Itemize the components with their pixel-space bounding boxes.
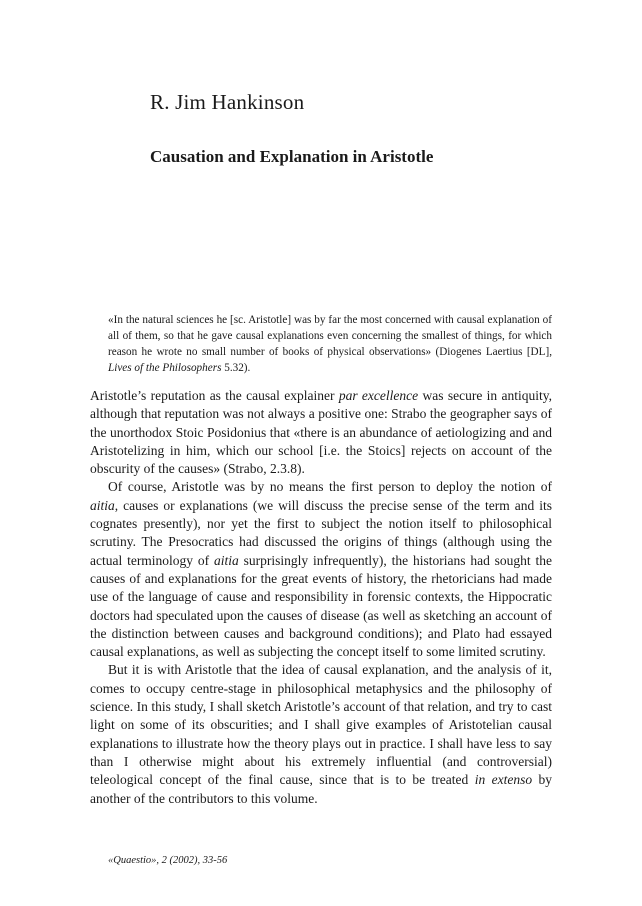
paragraph-1-emphasis: par excellence bbox=[338, 388, 419, 403]
paragraph-3-emphasis: in extenso bbox=[474, 772, 533, 788]
paragraph-2-text-a: Of course, Aristotle was by no means the first person to deploy the notion of bbox=[108, 479, 552, 495]
paragraph-2-emphasis-b: aitia bbox=[214, 552, 239, 568]
article-title: Causation and Explanation in Aristotle bbox=[150, 147, 434, 166]
paragraph-2-text-c: surprisingly infrequently), the historians had sought the causes of and explanations for the great events of history, the rhetoricians had made use of the language of cause and responsibility in forensic contexts, the Hippocratic doctors had speculated upon the causes of disease (as well as sketching an account of the distinction between causes and background conditions); and Plato had essayed causal explanations, as well as subjecting the concept itself to some limited scrutiny. bbox=[90, 552, 552, 660]
epigraph-citation: 5.32). bbox=[221, 362, 251, 374]
epigraph-text: «In the natural sciences he [sc. Aristotle] was by far the most concerned with causal explanation of all of them, so that he gave causal explanations even concerning the smallest of things, for which reason he wrote no small number of books of physical observations» (Diogenes Laertius [DL], bbox=[108, 314, 552, 358]
paragraph-3-text-b: by another of the contributors to this volume. bbox=[90, 772, 553, 806]
epigraph-work-title: Lives of the Philosophers bbox=[108, 362, 222, 374]
epigraph bbox=[108, 312, 552, 376]
paragraph-1 bbox=[90, 387, 552, 478]
paragraph-2 bbox=[90, 478, 552, 661]
paragraph-2-text-b: , causes or explanations (we will discuss the precise sense of the term and its cognates presently), nor yet the first to subject the notion itself to philosophical scrutiny. The Presocratics had discussed the origins of things (although using the actual terminology of bbox=[90, 497, 552, 568]
body-text bbox=[90, 387, 552, 808]
paragraph-1-text-b: was secure in antiquity, although that reputation was not always a positive one: Strabo the geographer says of the unorthodox Stoic Posidonius that «there is an abundance of aetiologizing and and Aristotelizing in him, which our school [i.e. the Stoics] rejects on account of the obscurity of the causes» (Strabo, 2.3.8). bbox=[90, 388, 553, 477]
author-name: R. Jim Hankinson bbox=[150, 90, 305, 114]
paragraph-3 bbox=[90, 661, 552, 807]
journal-footer: «Quaestio», 2 (2002), 33-56 bbox=[108, 855, 228, 866]
paragraph-1-text-a: Aristotle’s reputation as the causal explainer bbox=[90, 388, 339, 403]
paragraph-2-emphasis-a: aitia bbox=[90, 497, 115, 513]
paragraph-3-text-a: But it is with Aristotle that the idea of causal explanation, and the analysis of it, comes to occupy centre-stage in philosophical metaphysics and the philosophy of science. In this study, I shall sketch Aristotle’s account of that relation, and try to cast light on some of its obscurities; and I shall give examples of Aristotelian causal explanations to illustrate how the theory plays out in practice. I shall have less to say than I otherwise might about his extremely influential (and controversial) teleological concept of the final cause, since that is to be treated bbox=[90, 662, 552, 788]
